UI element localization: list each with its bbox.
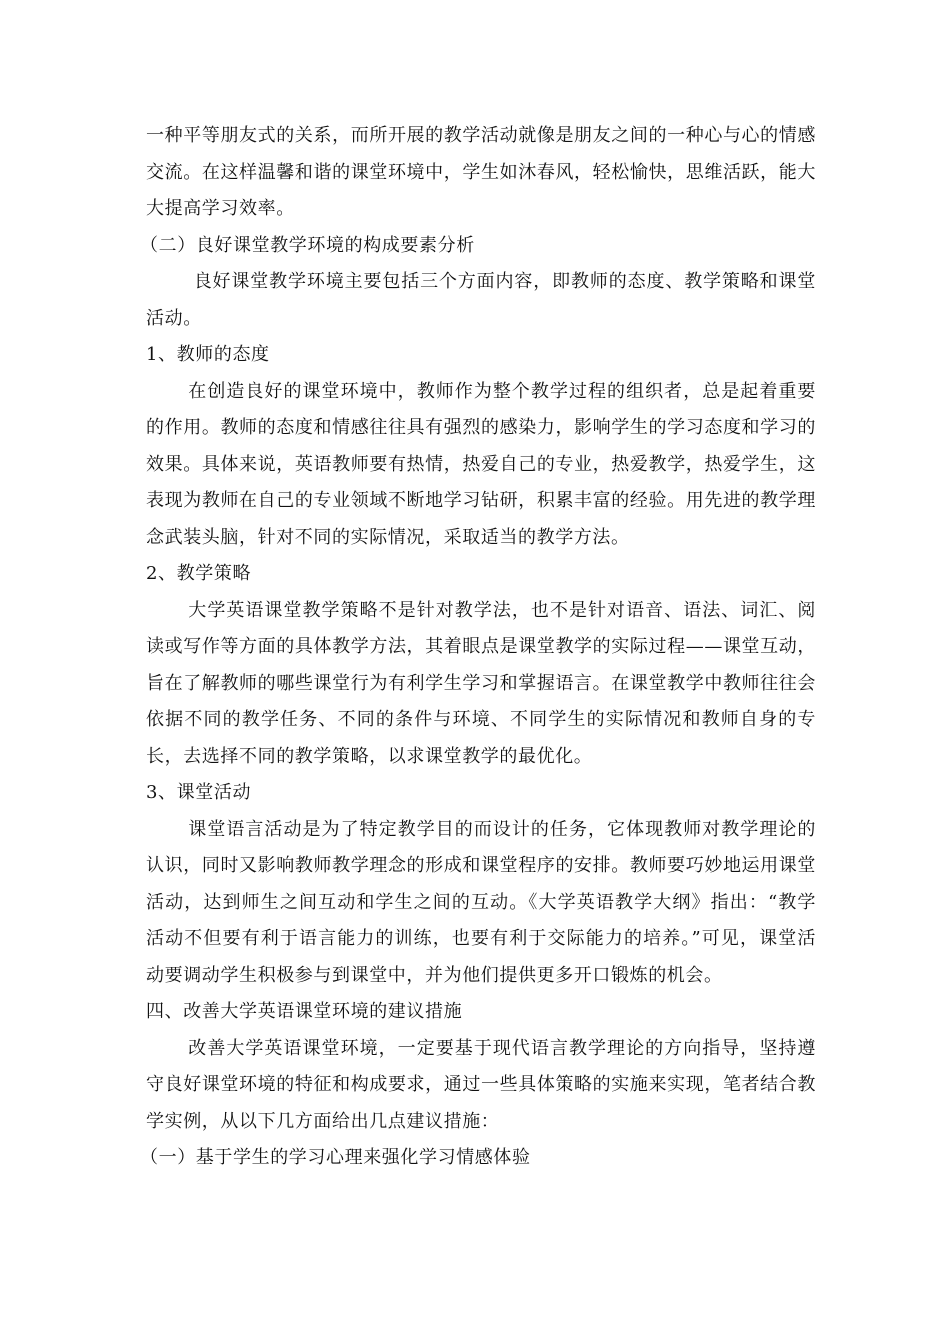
paragraph-continued: 一种平等朋友式的关系，而所开展的教学活动就像是朋友之间的一种心与心的情感交流。在这样温馨和谐的课堂环境中，学生如沐春风，轻松愉快，思维活跃，能大大提高学习效率。 xyxy=(146,125,816,219)
heading-classroom-activity: 3、课堂活动 xyxy=(146,782,252,803)
paragraph-suggestions: 改善大学英语课堂环境，一定要基于现代语言教学理论的方向指导，坚持遵守良好课堂环境的特征和构成要求，通过一些具体策略的实施来实现，笔者结合教学实例，从以下几方面给出几点建议措施： xyxy=(146,1037,816,1132)
section-heading-learning-psychology: （一）基于学生的学习心理来强化学习情感体验 xyxy=(140,1147,531,1168)
paragraph-components: 良好课堂教学环境主要包括三个方面内容，即教师的态度、教学策略和课堂活动。 xyxy=(146,271,816,329)
paragraph-teaching-strategy: 大学英语课堂教学策略不是针对教学法，也不是针对语音、语法、词汇、阅读或写作等方面的具体教学方法，其着眼点是课堂教学的实际过程——课堂互动，旨在了解教师的哪些课堂行为有利学生学习和掌握语言。在课堂教学中教师往往会依据不同的教学任务、不同的条件与环境、不同学生的实际情况和教师自身的专长，去选择不同的教学策略，以求课堂教学的最优化。 xyxy=(146,599,816,767)
document-body xyxy=(140,118,816,1177)
heading-teacher-attitude: 1、教师的态度 xyxy=(146,344,270,365)
heading-teaching-strategy: 2、教学策略 xyxy=(146,563,252,584)
section-heading-components: （二）良好课堂教学环境的构成要素分析 xyxy=(140,234,475,256)
paragraph-teacher-attitude: 在创造良好的课堂环境中，教师作为整个教学过程的组织者，总是起着重要的作用。教师的态度和情感往往具有强烈的感染力，影响学生的学习态度和学习的效果。具体来说，英语教师要有热情，热爱自己的专业，热爱教学，热爱学生，这表现为教师在自己的专业领域不断地学习钻研，积累丰富的经验。用先进的教学理念武装头脑，针对不同的实际情况，采取适当的教学方法。 xyxy=(146,380,816,548)
heading-suggestions: 四、改善大学英语课堂环境的建议措施 xyxy=(146,1001,463,1022)
paragraph-classroom-activity: 课堂语言活动是为了特定教学目的而设计的任务，它体现教师对教学理论的认识，同时又影响教师教学理念的形成和课堂程序的安排。教师要巧妙地运用课堂活动，达到师生之间互动和学生之间的互动。《大学英语教学大纲》指出：“教学活动不但要有利于语言能力的训练，也要有利于交际能力的培养。”可见，课堂活动要调动学生积极参与到课堂中，并为他们提供更多开口锻炼的机会。 xyxy=(146,818,816,986)
